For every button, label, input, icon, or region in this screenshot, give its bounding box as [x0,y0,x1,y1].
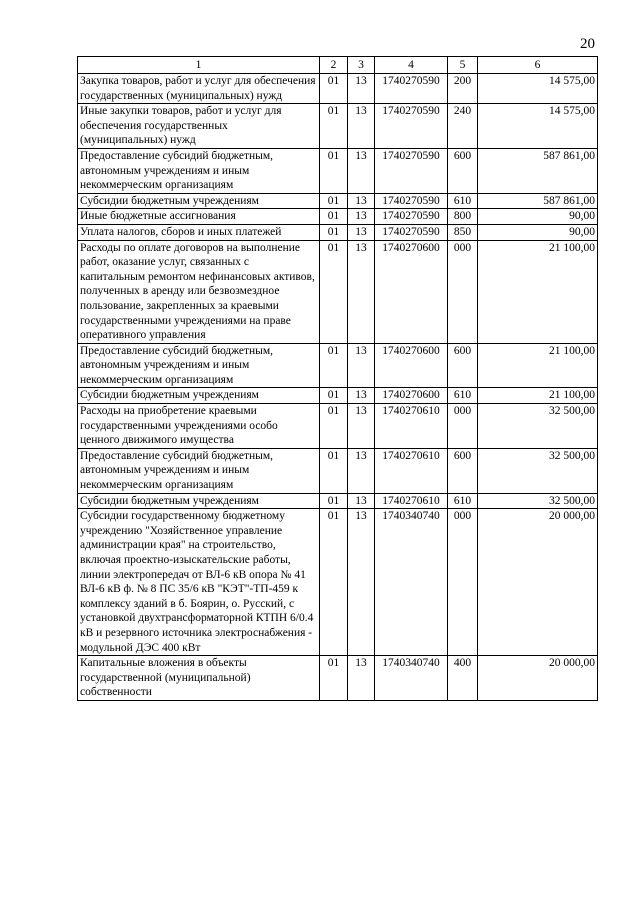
row-expense-type: 240 [448,104,478,149]
row-amount: 20 000,00 [478,509,598,656]
row-expense-type: 400 [448,656,478,701]
row-expense-type: 610 [448,388,478,404]
table-row [78,448,598,493]
row-expense-type: 000 [448,240,478,343]
table-row [78,148,598,193]
column-header-name: 1 [78,57,320,74]
row-section: 01 [320,343,348,388]
row-target-code: 1740270590 [375,104,448,149]
row-expense-type: 600 [448,148,478,193]
row-section: 01 [320,74,348,104]
row-target-code: 1740270590 [375,224,448,240]
table-row [78,343,598,388]
column-header-subsection: 3 [348,57,375,74]
row-name: Расходы на приобретение краевыми государственными учреждениями особо ценного движимого имущества [78,404,320,449]
row-section: 01 [320,448,348,493]
row-amount: 90,00 [478,209,598,225]
row-expense-type: 800 [448,209,478,225]
row-target-code: 1740270610 [375,493,448,509]
row-name: Уплата налогов, сборов и иных платежей [78,224,320,240]
row-name: Субсидии бюджетным учреждениям [78,193,320,209]
row-subsection: 13 [348,656,375,701]
row-target-code: 1740270600 [375,343,448,388]
table-row [78,104,598,149]
table-row [78,209,598,225]
row-target-code: 1740270590 [375,74,448,104]
row-section: 01 [320,493,348,509]
row-name: Субсидии бюджетным учреждениям [78,493,320,509]
row-subsection: 13 [348,148,375,193]
row-target-code: 1740270600 [375,388,448,404]
row-section: 01 [320,404,348,449]
row-subsection: 13 [348,388,375,404]
row-name: Капитальные вложения в объекты государственной (муниципальной) собственности [78,656,320,701]
row-target-code: 1740340740 [375,509,448,656]
row-expense-type: 850 [448,224,478,240]
row-subsection: 13 [348,104,375,149]
row-subsection: 13 [348,343,375,388]
column-header-amount: 6 [478,57,598,74]
row-section: 01 [320,193,348,209]
row-target-code: 1740270610 [375,404,448,449]
row-subsection: 13 [348,404,375,449]
row-amount: 32 500,00 [478,404,598,449]
row-name: Иные бюджетные ассигнования [78,209,320,225]
table-row [78,193,598,209]
row-section: 01 [320,209,348,225]
row-expense-type: 200 [448,74,478,104]
row-expense-type: 600 [448,448,478,493]
row-amount: 14 575,00 [478,74,598,104]
row-subsection: 13 [348,493,375,509]
row-section: 01 [320,509,348,656]
budget-table [77,56,598,701]
row-amount: 32 500,00 [478,493,598,509]
row-name: Субсидии бюджетным учреждениям [78,388,320,404]
table-row [78,493,598,509]
row-amount: 21 100,00 [478,343,598,388]
row-target-code: 1740270610 [375,448,448,493]
row-expense-type: 000 [448,404,478,449]
row-section: 01 [320,224,348,240]
table-row [78,404,598,449]
row-name: Предоставление субсидий бюджетным, автономным учреждениям и иным некоммерческим организациям [78,343,320,388]
row-target-code: 1740340740 [375,656,448,701]
row-subsection: 13 [348,509,375,656]
column-header-expense-type: 5 [448,57,478,74]
row-section: 01 [320,104,348,149]
row-subsection: 13 [348,193,375,209]
row-target-code: 1740270590 [375,209,448,225]
table-row [78,224,598,240]
table-row [78,388,598,404]
row-amount: 90,00 [478,224,598,240]
row-amount: 14 575,00 [478,104,598,149]
row-subsection: 13 [348,74,375,104]
row-amount: 587 861,00 [478,193,598,209]
column-header-section: 2 [320,57,348,74]
row-expense-type: 600 [448,343,478,388]
row-expense-type: 610 [448,193,478,209]
row-name: Субсидии государственному бюджетному учреждению "Хозяйственное управление администрации края" на строительство, включая проектно-изыскательские работы, линии электропередач от ВЛ-6 кВ опора № 41 ВЛ-6 кВ ф. № 8 ПС 35/6 кВ "КЭТ"-ТП-459 к комплексу зданий в б. Боярин, о. Русский, с установкой двухтрансформаторной КТПН 6/0.4 кВ и резервного источника электроснабжения - модульной ДЭС 400 кВт [78,509,320,656]
row-expense-type: 000 [448,509,478,656]
row-name: Закупка товаров, работ и услуг для обеспечения государственных (муниципальных) нужд [78,74,320,104]
row-name: Предоставление субсидий бюджетным, автономным учреждениям и иным некоммерческим организациям [78,148,320,193]
row-section: 01 [320,240,348,343]
table-row [78,240,598,343]
row-section: 01 [320,388,348,404]
row-expense-type: 610 [448,493,478,509]
row-target-code: 1740270590 [375,148,448,193]
table-row [78,656,598,701]
row-target-code: 1740270600 [375,240,448,343]
row-section: 01 [320,148,348,193]
row-amount: 21 100,00 [478,388,598,404]
column-header-target-code: 4 [375,57,448,74]
row-subsection: 13 [348,448,375,493]
table-row [78,509,598,656]
row-amount: 32 500,00 [478,448,598,493]
row-name: Предоставление субсидий бюджетным, автономным учреждениям и иным некоммерческим организациям [78,448,320,493]
page-number: 20 [580,36,595,52]
row-amount: 587 861,00 [478,148,598,193]
row-name: Расходы по оплате договоров на выполнение работ, оказание услуг, связанных с капитальным ремонтом нефинансовых активов, полученных в аренду или безвозмездное пользование, закрепленных за краевыми государственными учреждениями на праве оперативного управления [78,240,320,343]
row-amount: 21 100,00 [478,240,598,343]
row-target-code: 1740270590 [375,193,448,209]
row-subsection: 13 [348,240,375,343]
row-subsection: 13 [348,224,375,240]
row-subsection: 13 [348,209,375,225]
header-row [78,57,598,74]
row-amount: 20 000,00 [478,656,598,701]
table-row [78,74,598,104]
row-name: Иные закупки товаров, работ и услуг для обеспечения государственных (муниципальных) нужд [78,104,320,149]
row-section: 01 [320,656,348,701]
